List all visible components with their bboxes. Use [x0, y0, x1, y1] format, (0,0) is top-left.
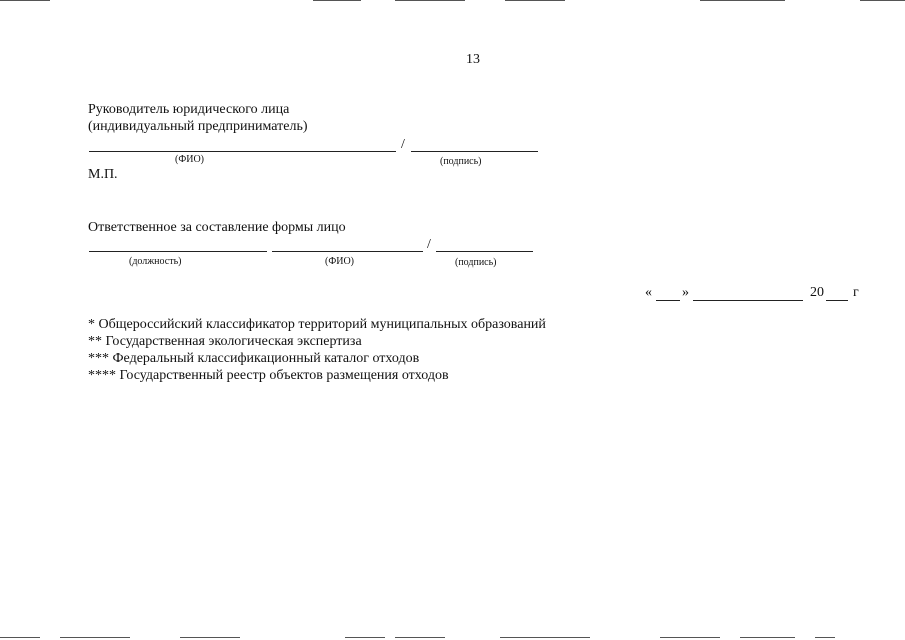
page-number: 13: [466, 52, 480, 67]
footnote-2: ** Государственная экологическая экспертиза: [88, 334, 362, 349]
responsible-caption-fio: (ФИО): [325, 256, 355, 267]
date-year-suffix: г: [853, 285, 859, 300]
head-slash: /: [401, 137, 405, 152]
responsible-slash: /: [427, 237, 431, 252]
responsible-fio-line: [272, 251, 423, 252]
responsible-caption-position: (должность): [129, 256, 182, 267]
responsible-signature-line: [436, 251, 533, 252]
footnote-4: **** Государственный реестр объектов размещения отходов: [88, 368, 449, 383]
date-open-quote: «: [645, 285, 652, 300]
responsible-caption-signature: (подпись): [455, 257, 497, 268]
responsible-position-line: [89, 251, 267, 252]
date-year-line: [826, 300, 848, 301]
head-title-line1: Руководитель юридического лица: [88, 102, 290, 117]
footnote-1: * Общероссийский классификатор территорий муниципальных образований: [88, 317, 546, 332]
date-year-prefix: 20: [810, 285, 824, 300]
head-signature-line: [411, 151, 538, 152]
seal-label: М.П.: [88, 167, 118, 182]
head-caption-fio: (ФИО): [175, 154, 205, 165]
responsible-title: Ответственное за составление формы лицо: [88, 220, 346, 235]
head-caption-signature: (подпись): [440, 156, 482, 167]
date-day-line: [656, 300, 680, 301]
footnote-3: *** Федеральный классификационный каталог отходов: [88, 351, 420, 366]
head-fio-line: [89, 151, 396, 152]
date-close-quote: »: [682, 285, 689, 300]
head-title-line2: (индивидуальный предприниматель): [88, 119, 308, 134]
date-month-line: [693, 300, 803, 301]
